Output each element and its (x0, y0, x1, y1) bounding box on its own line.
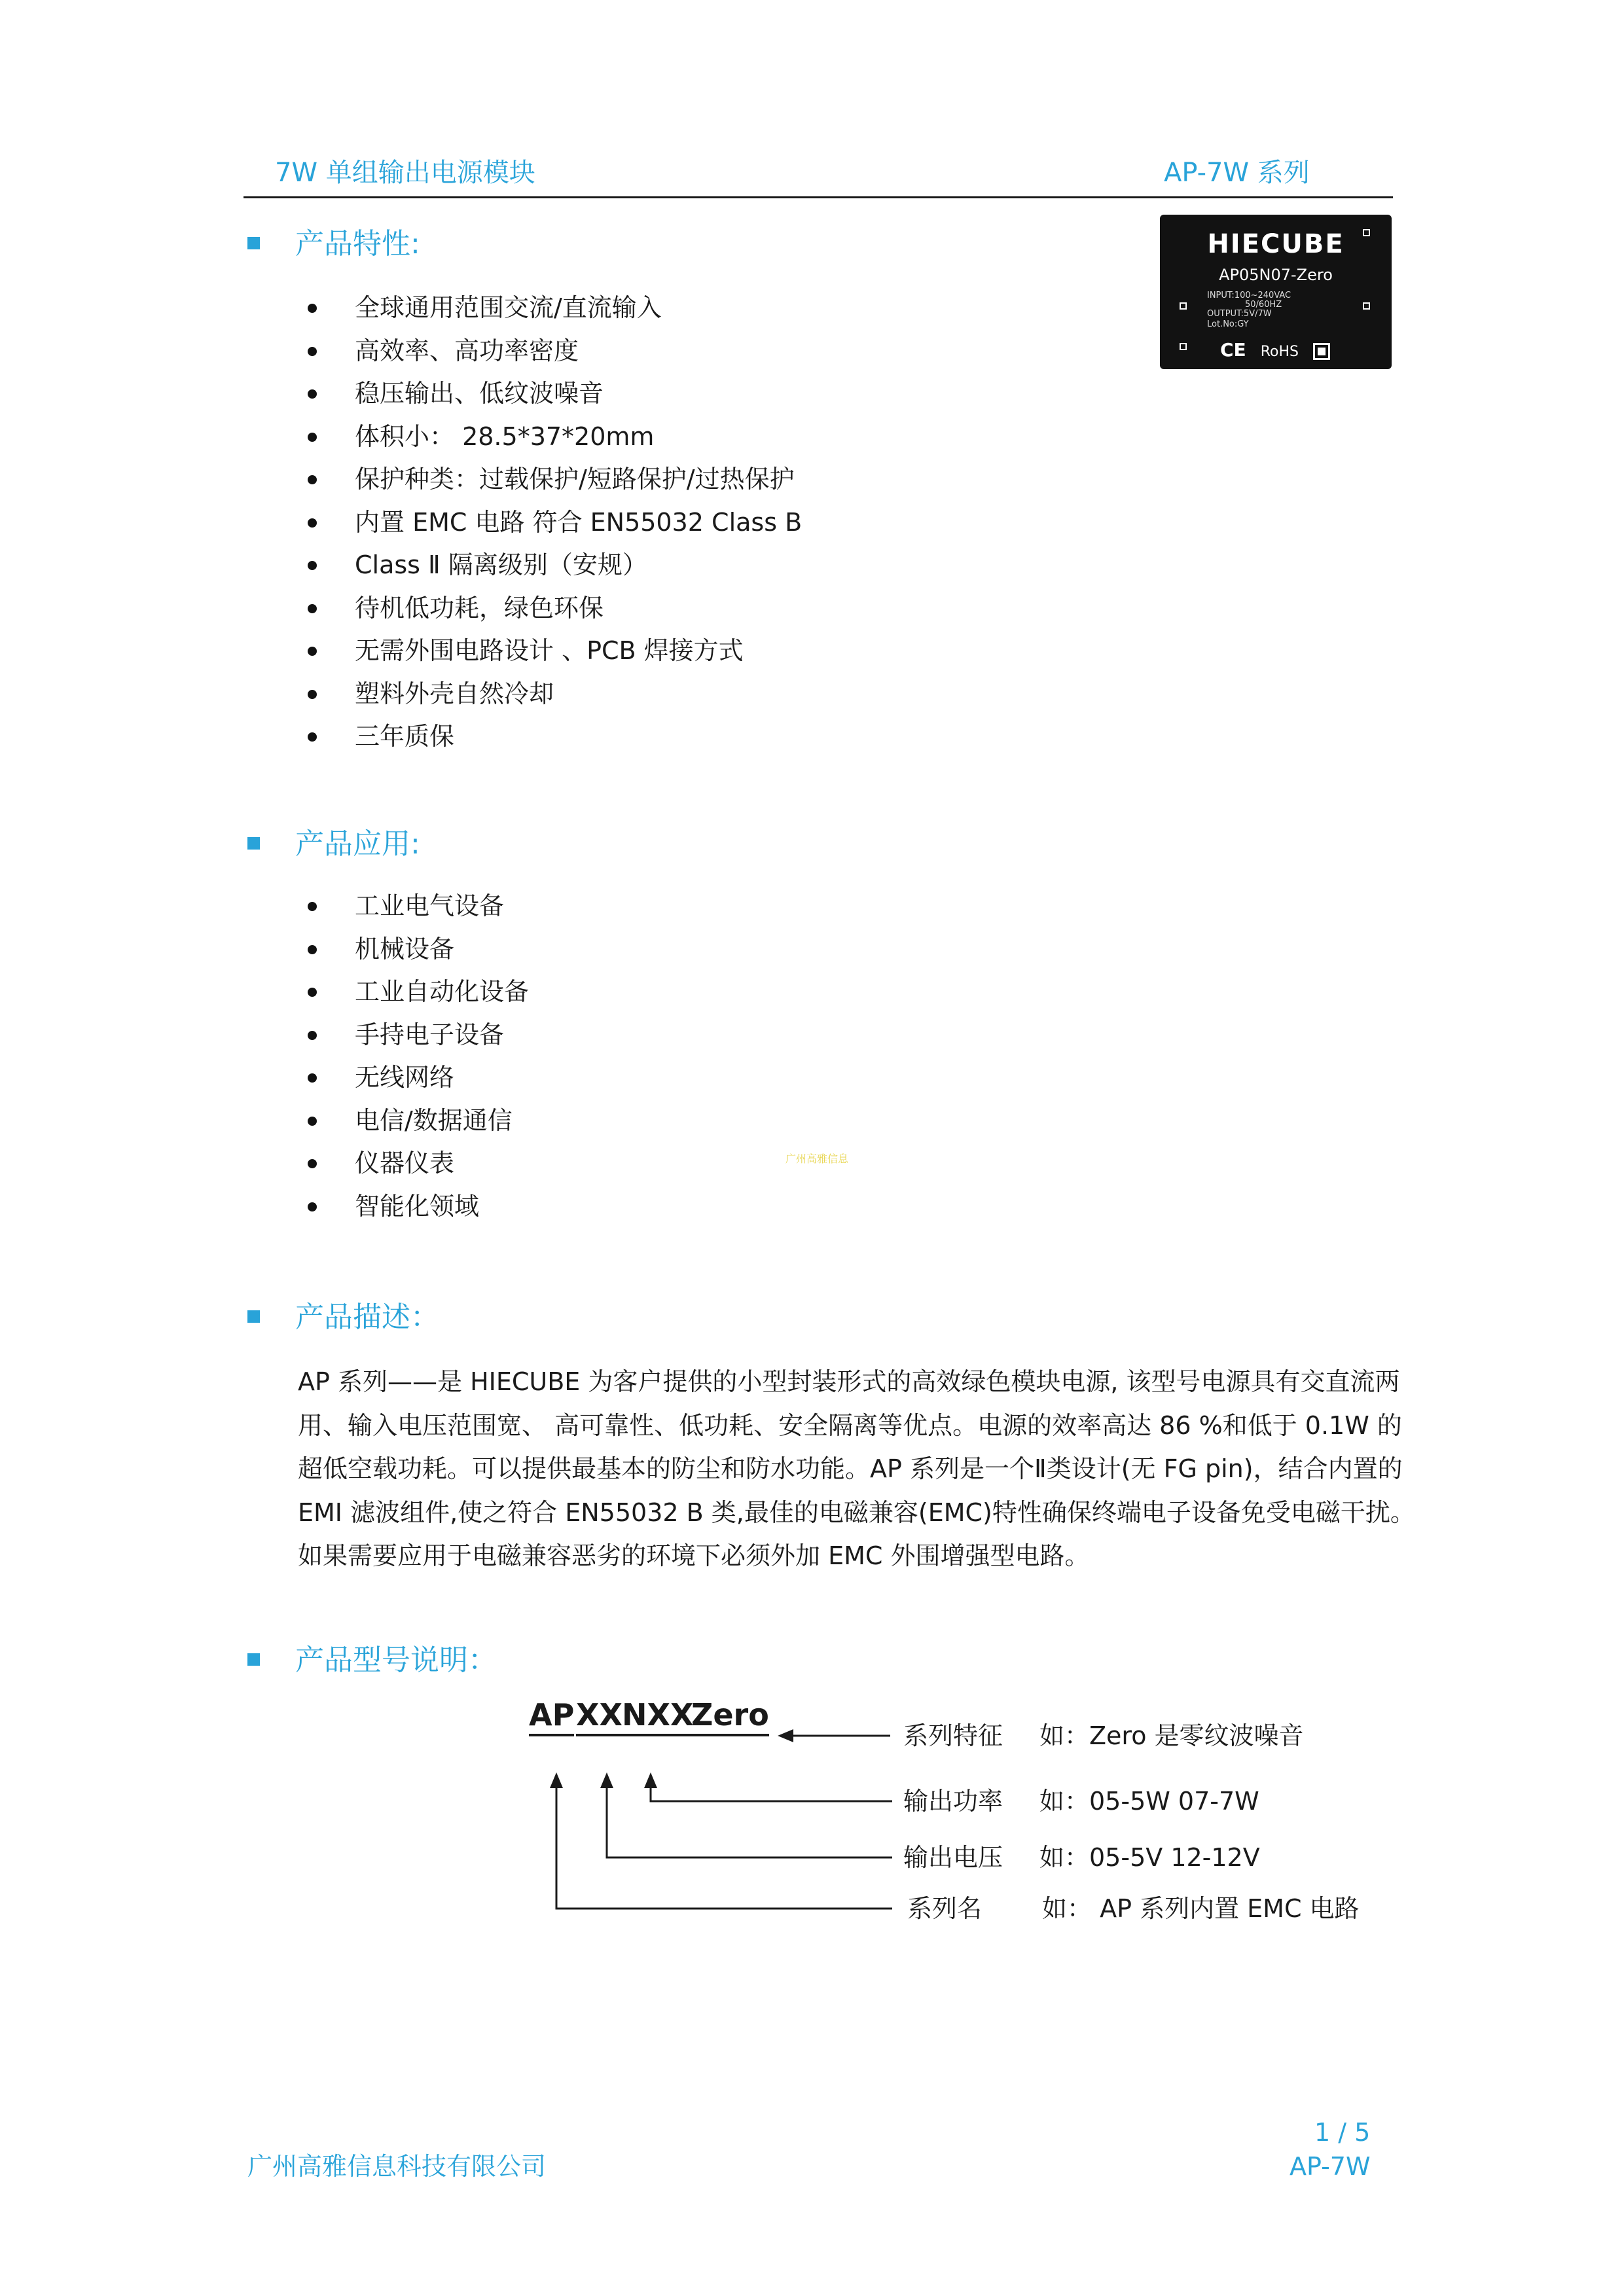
arrow-head-left-icon (778, 1729, 793, 1742)
description-line: EMI 滤波组件,使之符合 EN55032 B 类,最佳的电磁兼容(EMC)特性确保终端电子设备免受电磁干扰。 (298, 1498, 1415, 1527)
model-code-ap: AP (529, 1695, 574, 1734)
section-title: 产品描述： (295, 1300, 439, 1334)
description-line: AP 系列——是 HIECUBE 为客户提供的小型封装形式的高效绿色模块电源, 该型号电源具有交直流两 (298, 1367, 1400, 1396)
model-row-name: 系列特征 (903, 1721, 1003, 1750)
model-code-nxx: NXX (622, 1695, 693, 1734)
description-line: 超低空载功耗。可以提供最基本的防尘和防水功能。AP 系列是一个Ⅱ类设计(无 FG pin)，结合内置的 (298, 1454, 1403, 1483)
footer-company: 广州高雅信息科技有限公司 (247, 2152, 547, 2181)
page-number: 1 / 5 (1314, 2118, 1371, 2147)
header-series: AP-7W 系列 (1164, 158, 1310, 188)
description-line: 如果需要应用于电磁兼容恶劣的环境下必须外加 EMC 外围增强型电路。 (298, 1541, 1090, 1570)
arrow-head-up-icon (550, 1772, 563, 1788)
product-spec-line: OUTPUT:5V/7W (1207, 309, 1272, 319)
section-title: 产品特性: (295, 227, 420, 260)
model-row-example: 如： AP 系列内置 EMC 电路 (1042, 1894, 1360, 1923)
model-row-example: 如：Zero 是零纹波噪音 (1039, 1721, 1304, 1750)
product-model: AP05N07-Zero (1219, 266, 1333, 284)
footer-model: AP-7W (1290, 2152, 1371, 2181)
arrow-line-xx (607, 1787, 892, 1857)
product-spec-line: INPUT:100~240VAC (1207, 291, 1291, 300)
arrow-head-up-icon (644, 1772, 657, 1788)
section-title: 产品应用: (295, 827, 420, 861)
arrow-line-nxx (651, 1787, 892, 1801)
product-spec-line: 50/60HZ (1245, 300, 1282, 310)
ce-mark: CE (1220, 339, 1246, 361)
model-row-name: 输出电压 (903, 1843, 1003, 1872)
watermark: 广州高雅信息 (785, 1153, 849, 1165)
description-line: 用、输入电压范围宽、 高可靠性、低功耗、安全隔离等优点。电源的效率高达 86 %和低于 0.1W 的 (298, 1410, 1402, 1440)
product-brand: HIECUBE (1207, 229, 1344, 259)
model-row-example: 如：05-5W 07-7W (1039, 1787, 1259, 1816)
product-spec-line: Lot.No:GY (1207, 319, 1249, 329)
model-row-name: 输出功率 (903, 1787, 1003, 1816)
arrow-head-up-icon (600, 1772, 613, 1788)
header-title: 7W 单组输出电源模块 (275, 158, 535, 188)
model-code-xx: XX (576, 1695, 623, 1734)
model-code-zero: Zero (691, 1695, 769, 1734)
model-row-name: 系列名 (907, 1894, 983, 1923)
section-title: 产品型号说明： (295, 1643, 497, 1677)
rohs-mark: RoHS (1260, 344, 1299, 360)
model-row-example: 如：05-5V 12-12V (1039, 1843, 1260, 1872)
